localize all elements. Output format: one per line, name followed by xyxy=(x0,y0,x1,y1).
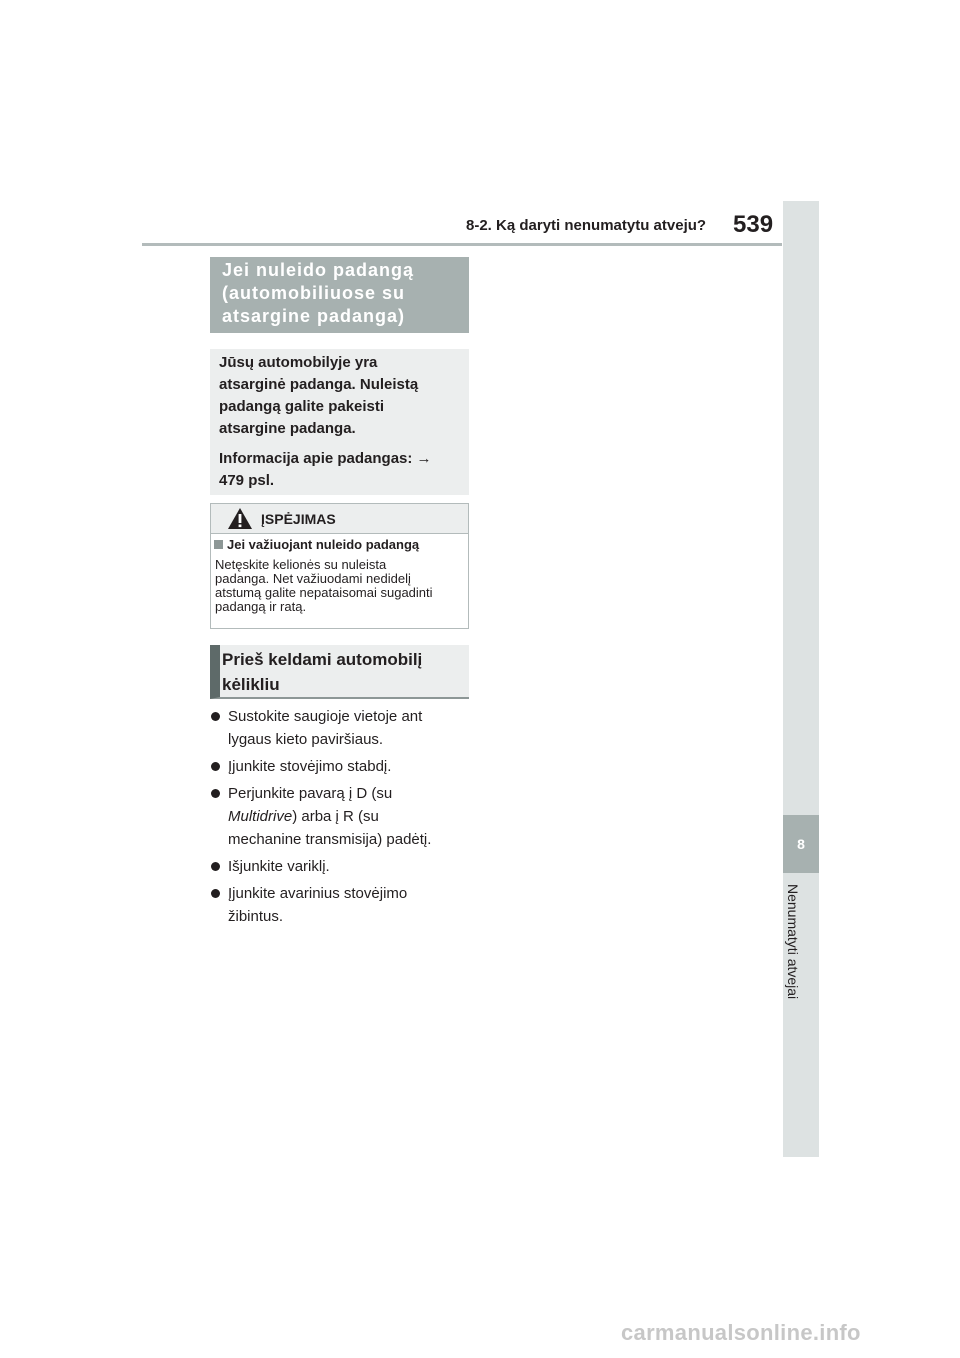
warning-subtitle-text: Jei važiuojant nuleido padangą xyxy=(227,537,420,552)
page-number: 539 xyxy=(733,211,774,238)
bullet-dot-icon xyxy=(211,712,220,721)
bullet-item xyxy=(210,782,480,851)
info-text-line: atsarginė padanga. Nuleistą xyxy=(219,376,419,393)
chapter-number-tab: 8 xyxy=(783,815,819,873)
bullet-item xyxy=(210,882,480,928)
bullet-line: Perjunkite pavarą į D (su xyxy=(228,785,393,802)
bullet-line: mechanine transmisija) padėtį. xyxy=(228,831,432,848)
info-reference-page: 479 psl. xyxy=(219,472,275,489)
bullet-dot-icon xyxy=(211,762,220,771)
bullet-line: Įjunkite avarinius stovėjimo xyxy=(228,885,408,902)
warning-triangle-icon xyxy=(227,507,253,530)
bullet-line: Išjunkite variklį. xyxy=(228,858,330,875)
bullet-line: žibintus. xyxy=(228,908,284,925)
warning-header xyxy=(211,504,468,534)
info-text-line: atsargine padanga. xyxy=(219,420,356,437)
section-title-box xyxy=(210,257,469,333)
info-reference-line: Informacija apie padangas: → xyxy=(219,450,432,467)
bullet-line: Įjunkite stovėjimo stabdį. xyxy=(228,758,392,775)
warning-body-line: padanga. Net važiuodami nedidelį xyxy=(215,571,411,586)
square-bullet-icon xyxy=(214,540,223,549)
info-text-line: Jūsų automobilyje yra xyxy=(219,354,378,371)
subsection-title xyxy=(210,645,469,699)
warning-title: ĮSPĖJIMAS xyxy=(261,511,336,527)
warning-box xyxy=(210,503,469,629)
info-box xyxy=(210,349,469,495)
steps-bullet-list xyxy=(210,705,480,932)
bullet-item xyxy=(210,755,480,778)
info-text-line: padangą galite pakeisti xyxy=(219,398,385,415)
watermark: carmanualsonline.info xyxy=(621,1320,861,1345)
section-title-line: atsargine padanga) xyxy=(222,306,406,326)
warning-body-line: padangą ir ratą. xyxy=(215,599,307,614)
chapter-side-strip xyxy=(783,201,819,1157)
bullet-dot-icon xyxy=(211,789,220,798)
running-header-section: 8-2. Ką daryti nenumatytu atveju? xyxy=(466,217,707,234)
bullet-line xyxy=(228,805,480,828)
bullet-dot-icon xyxy=(211,862,220,871)
section-title-line: (automobiliuose su xyxy=(222,283,406,303)
subsection-title-line: kėlikliu xyxy=(222,675,280,694)
bullet-italic-term: Multidrive xyxy=(228,808,293,825)
bullet-dot-icon xyxy=(211,889,220,898)
bullet-item xyxy=(210,705,480,751)
warning-subtitle xyxy=(214,537,419,552)
bullet-line: lygaus kieto paviršiaus. xyxy=(228,731,384,748)
chapter-side-label: Nenumatyti atvejai xyxy=(785,884,801,1000)
bullet-line: Sustokite saugioje vietoje ant xyxy=(228,708,423,725)
bullet-line-rest: ) arba į R (su xyxy=(292,808,379,825)
subsection-title-line: Prieš keldami automobilį xyxy=(222,650,423,669)
warning-body xyxy=(215,558,465,614)
header-divider xyxy=(142,243,782,246)
section-title-line: Jei nuleido padangą xyxy=(222,260,415,280)
warning-body-line: atstumą galite nepataisomai sugadinti xyxy=(215,585,433,600)
warning-body-line: Netęskite kelionės su nuleista xyxy=(215,557,387,572)
bullet-item xyxy=(210,855,480,878)
